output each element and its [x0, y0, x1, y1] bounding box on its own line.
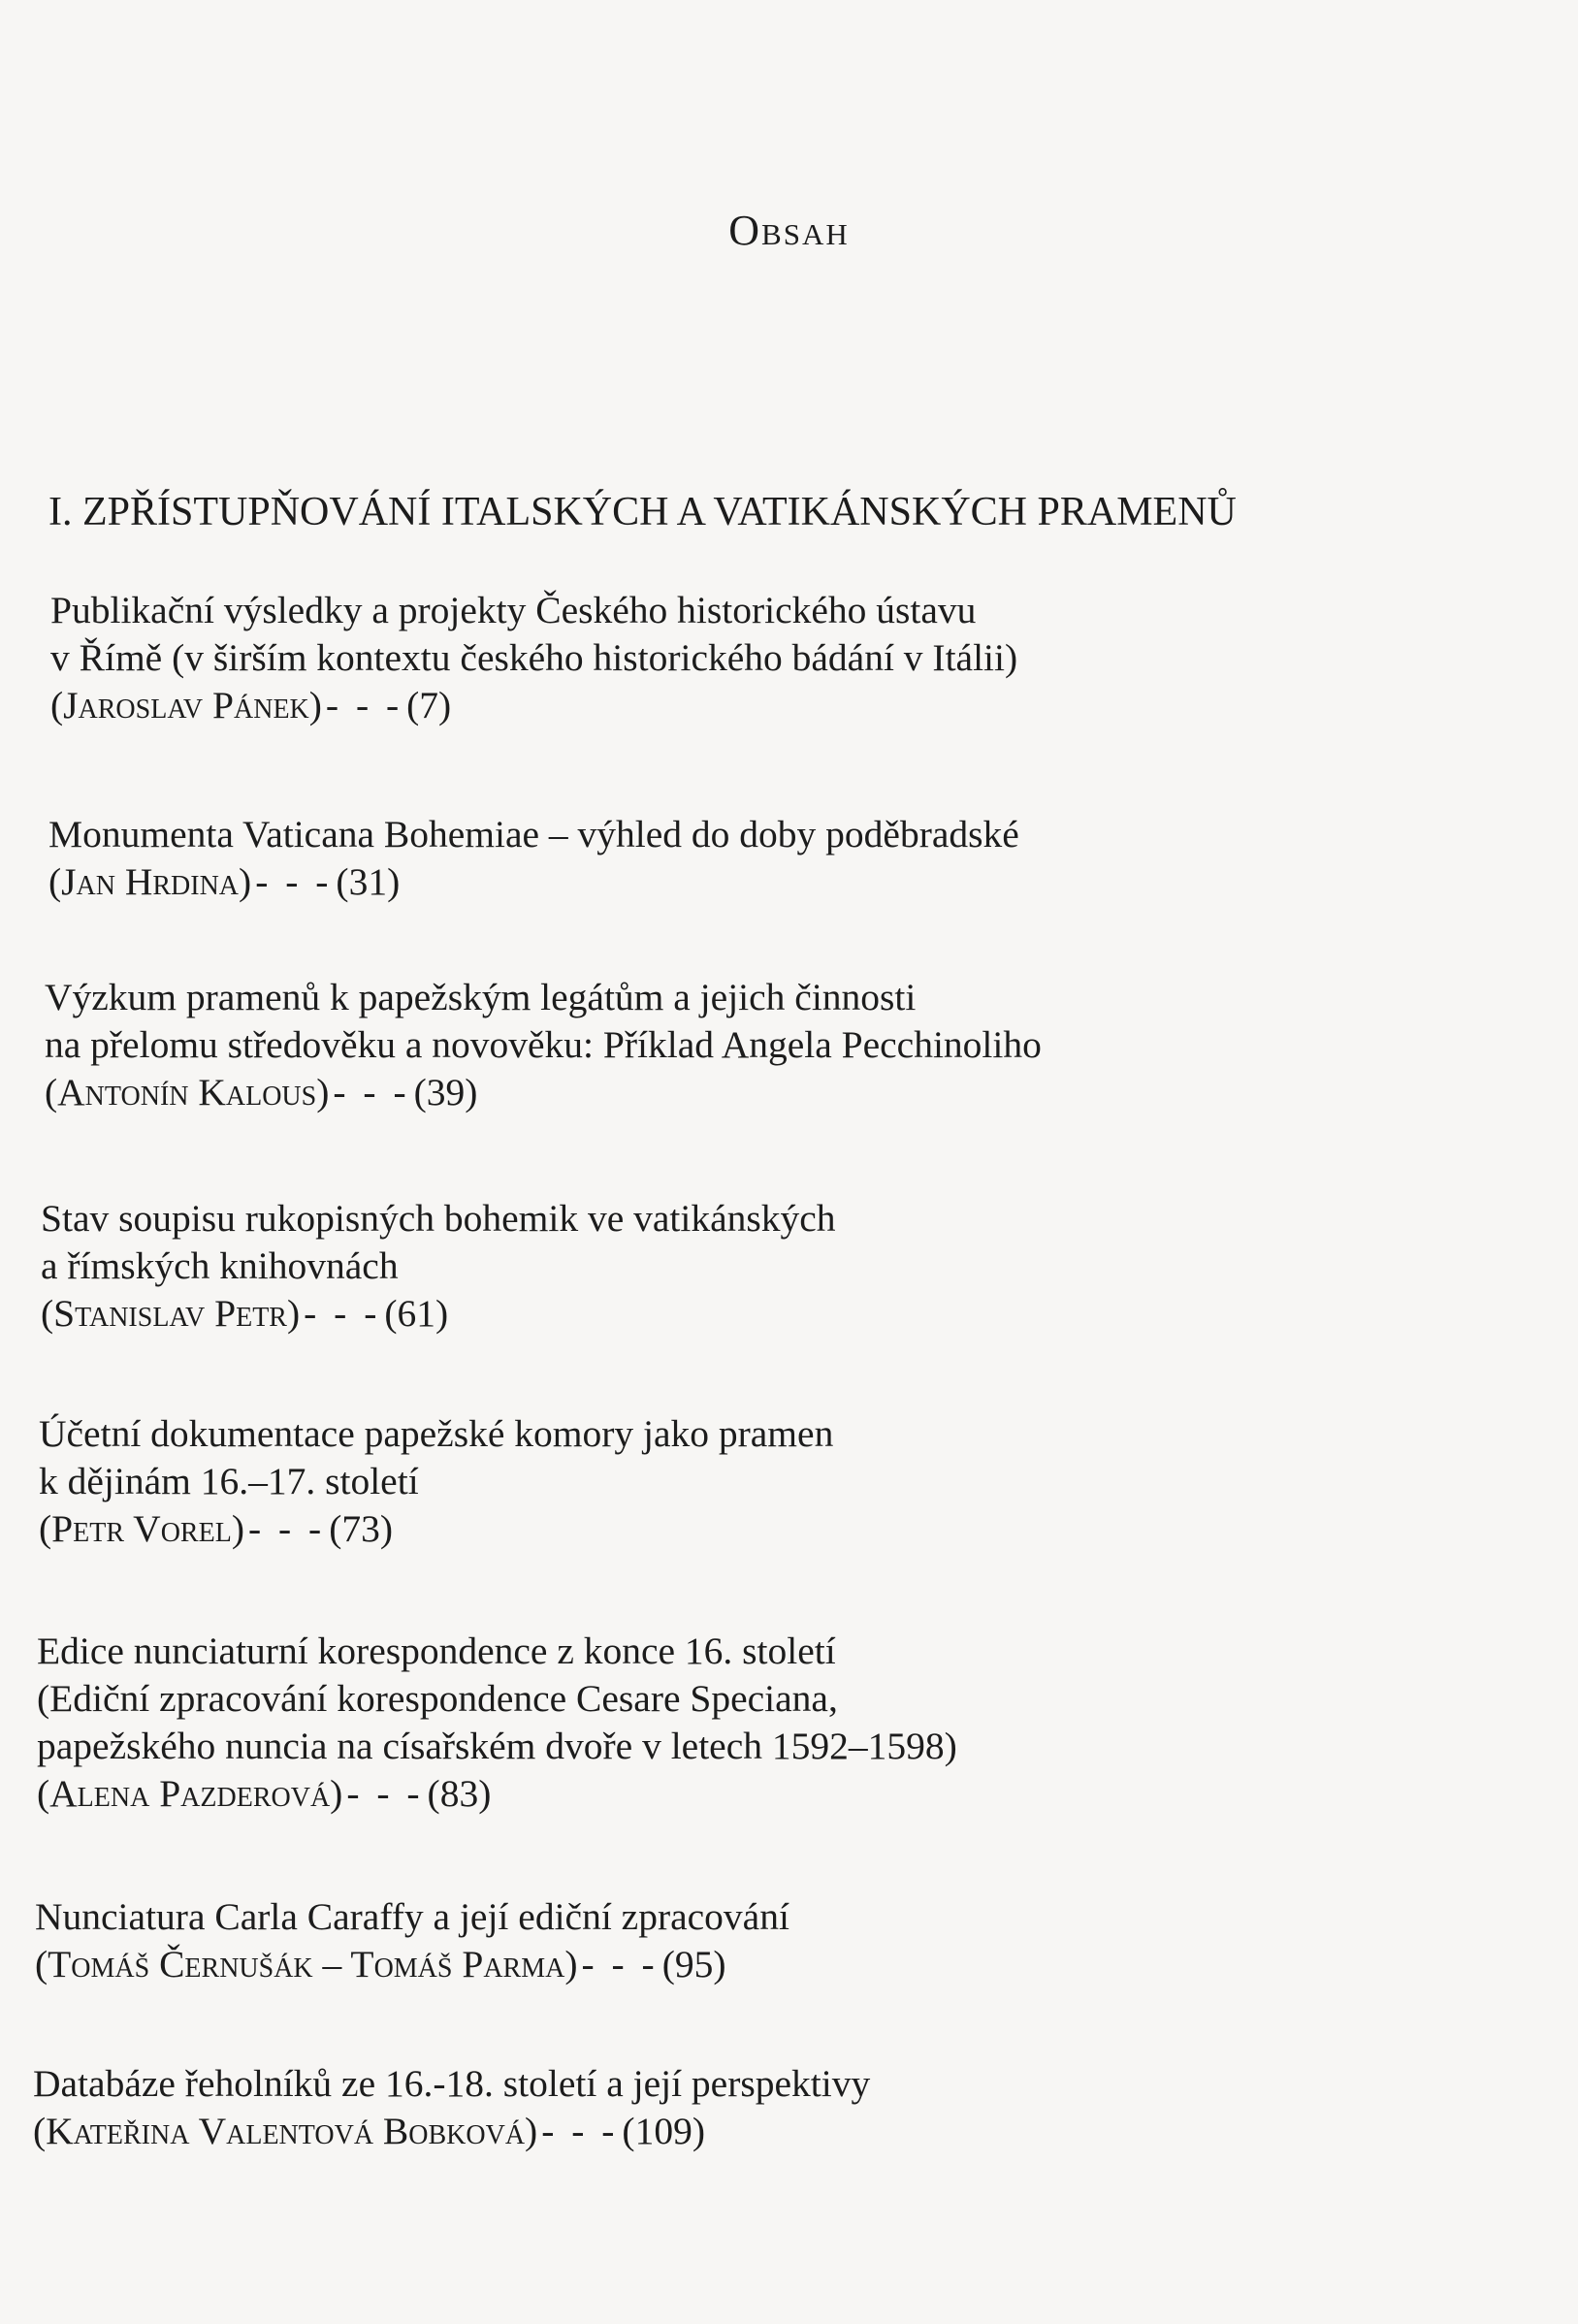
entry-separator: - - - [346, 1772, 424, 1815]
page-title: Obsah [728, 207, 850, 254]
entry-author-line: (Jaroslav Pánek) - - - (7) [50, 684, 452, 726]
toc-entry [33, 2060, 870, 2155]
entry-title-line: Nunciatura Carla Caraffy a její ediční zpracování [35, 1895, 789, 1938]
entry-title-line: k dějinám 16.–17. století [39, 1460, 419, 1502]
toc-entry [41, 1195, 836, 1338]
toc-entry [39, 1410, 833, 1553]
entry-separator: - - - [581, 1943, 659, 1985]
entry-author-line: (Alena Pazderová) - - - (83) [37, 1772, 492, 1815]
entry-separator: - - - [304, 1292, 381, 1335]
entry-author-line: (Tomáš Černušák – Tomáš Parma) - - - (95) [35, 1943, 726, 1985]
entry-author-line: (Antonín Kalous) - - - (39) [45, 1071, 478, 1114]
entry-author: Antonín Kalous [57, 1071, 317, 1114]
entry-author-line: (Kateřina Valentová Bobková) - - - (109) [33, 2110, 705, 2152]
entry-author: Stanislav Petr [53, 1292, 287, 1335]
entry-author: Jan Hrdina [61, 860, 240, 903]
toc-entry [48, 811, 1019, 906]
entry-title-line: Výzkum pramenů k papežským legátům a jejich činnosti [45, 976, 917, 1018]
entry-title-line: na přelomu středověku a novověku: Příklad Angela Pecchinoliho [45, 1023, 1042, 1066]
entry-page-number: 73 [341, 1507, 380, 1550]
entry-title-line: Stav soupisu rukopisných bohemik ve vatikánských [41, 1197, 836, 1240]
toc-entry [35, 1893, 789, 1988]
entry-title-line: Databáze řeholníků ze 16.-18. století a její perspektivy [33, 2062, 871, 2105]
entry-author-line: (Stanislav Petr) - - - (61) [41, 1292, 449, 1335]
entry-page-number: 109 [634, 2110, 692, 2152]
entry-author: Jaroslav Pánek [63, 684, 309, 726]
entry-title-line: papežského nuncia na císařském dvoře v letech 1592–1598) [37, 1725, 957, 1767]
entry-page-number: 95 [674, 1943, 714, 1985]
entry-author: Petr Vorel [51, 1507, 232, 1550]
entry-page-number: 83 [439, 1772, 479, 1815]
entry-separator: - - - [255, 860, 333, 903]
entry-page-number: 61 [397, 1292, 436, 1335]
entry-author: Kateřina Valentová Bobková [46, 2110, 526, 2152]
toc-entry [37, 1628, 957, 1818]
section-heading: I. ZPŘÍSTUPŇOVÁNÍ ITALSKÝCH A VATIKÁNSKÝCH PRAMENŮ [48, 490, 1237, 534]
entry-author-line: (Petr Vorel) - - - (73) [39, 1507, 393, 1550]
entry-title-line: (Ediční zpracování korespondence Cesare Speciana, [37, 1677, 838, 1720]
toc-entry [50, 587, 1017, 729]
entry-title-line: Monumenta Vaticana Bohemiae – výhled do doby poděbradské [48, 813, 1019, 855]
entry-author-line: (Jan Hrdina) - - - (31) [48, 860, 401, 903]
entry-author: Tomáš Černušák – Tomáš Parma [48, 1943, 565, 1985]
entry-separator: - - - [333, 1071, 410, 1114]
entry-author: Alena Pazderová [49, 1772, 331, 1815]
entry-title-line: Účetní dokumentace papežské komory jako pramen [39, 1412, 834, 1455]
entry-page-number: 39 [426, 1071, 466, 1114]
entry-page-number: 7 [419, 684, 439, 726]
entry-title-line: v Římě (v širším kontextu českého historického bádání v Itálii) [50, 636, 1018, 679]
toc-entry [45, 974, 1042, 1116]
entry-separator: - - - [325, 684, 403, 726]
entry-title-line: a římských knihovnách [41, 1244, 399, 1287]
entry-title-line: Publikační výsledky a projekty Českého historického ústavu [50, 589, 977, 631]
entry-separator: - - - [541, 2110, 619, 2152]
entry-page-number: 31 [348, 860, 388, 903]
entry-title-line: Edice nunciaturní korespondence z konce 16. století [37, 1630, 836, 1672]
entry-separator: - - - [247, 1507, 326, 1550]
